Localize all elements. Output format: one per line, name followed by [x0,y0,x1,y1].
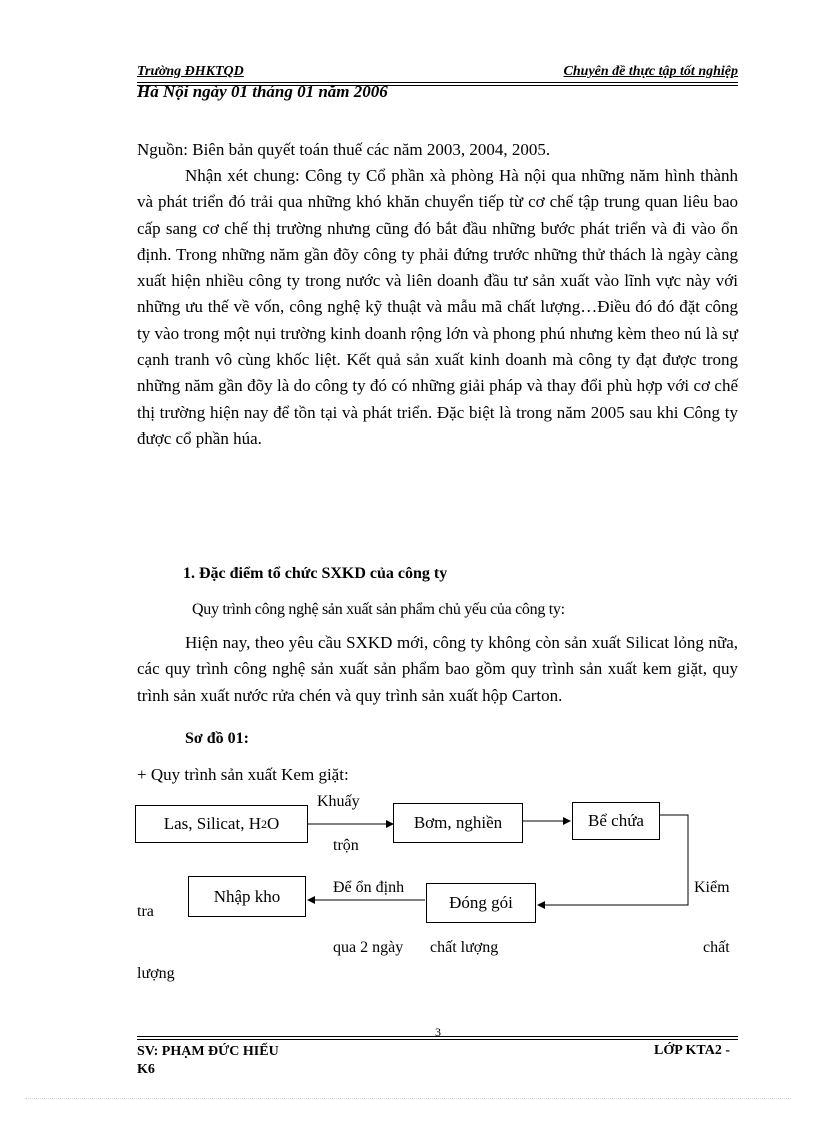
box-packaging: Đóng gói [426,883,536,923]
box-raw-materials-subscript: 2 [260,816,267,831]
diagram-title: Sơ đồ 01: [185,730,249,747]
section-heading: 1. Đặc điểm tổ chức SXKD của công ty [183,565,448,582]
label-kiem-right: Kiểm [694,879,730,896]
source-line: Nguồn: Biên bản quyết toán thuế các năm 2003, 2004, 2005. [137,140,551,159]
footer-student-course: K6 [137,1062,155,1077]
footer-student-name: SV: PHẠM ĐỨC HIẾU [137,1044,279,1059]
process-title: + Quy trình sản xuất Kem giặt: [137,765,349,784]
label-tron: trộn [333,837,359,854]
page-bottom-divider [25,1098,791,1099]
label-chat-luong-mid: chất lượng [430,939,499,956]
paragraph-general-remarks: Nhận xét chung: Công ty Cổ phần xà phòng Hà nội qua những năm hình thành và phát triển đó trải qua những khó khăn chuyển tiếp từ cơ chế tập trung quan liêu bao cấp sang cơ chế thị trường nhưng cũng đó bắt đầu những bước phát triển và đi vào ổn định. Trong những năm gần đõy công ty phải đứng trước những thử thách là ngày càng xuất hiện nhiều công ty trong nước và liên doanh đầu tư sản xuất vào lĩnh vực này với những ưu thế về vốn, công nghệ kỹ thuật và mẫu mã chất lượng…Điều đó đó đặt công ty vào trong một nụi trường kinh doanh rộng lớn và phong phú nhưng kèm theo nú là sự cạnh tranh vô cùng khốc liệt. Kết quả sản xuất kinh doanh mà công ty đạt được trong những năm gần đõy là do công ty đó có những giải pháp và thay đổi phù hợp với cơ chế thị trường hiện nay để tồn tại và phát triển. Đặc biệt là trong năm 2005 sau khi Công ty được cổ phần húa. [137,166,738,448]
header-school: Trường ĐHKTQD [137,64,244,79]
box-raw-materials [135,805,308,843]
label-tra: tra [137,903,154,920]
paragraph-current-production: Hiện nay, theo yêu cầu SXKD mới, công ty không còn sản xuất Silicat lỏng nữa, các quy trình công nghệ sản xuất sản phẩm bao gồm quy trình sản xuất kem giặt, quy trình sản xuất nước rửa chén và quy trình sản xuất hộp Carton. [137,633,738,705]
label-khuay: Khuấy [317,793,360,810]
box-pump-grind: Bơm, nghiền [393,803,523,843]
page-number: 3 [435,1025,441,1039]
footer-student [137,1043,279,1079]
header-date: Hà Nội ngày 01 tháng 01 năm 2006 [137,82,388,101]
box-raw-materials-suffix: O [266,814,280,833]
label-chat-right: chất [703,939,730,956]
label-qua-2-ngay: qua 2 ngày [333,939,404,956]
box-warehouse: Nhập kho [188,876,306,917]
label-luong: lượng [137,965,175,982]
label-de-on-dinh: Để ổn định [333,879,405,896]
box-storage-tank: Bể chứa [572,802,660,840]
subheading: Quy trình công nghệ sản xuất sản phẩm chủ yếu của công ty: [192,601,565,618]
box-raw-materials-prefix: Las, Silicat, H [163,814,261,833]
footer-class: LỚP KTA2 - [654,1043,730,1058]
header-title: Chuyên đề thực tập tốt nghiệp [563,64,738,79]
